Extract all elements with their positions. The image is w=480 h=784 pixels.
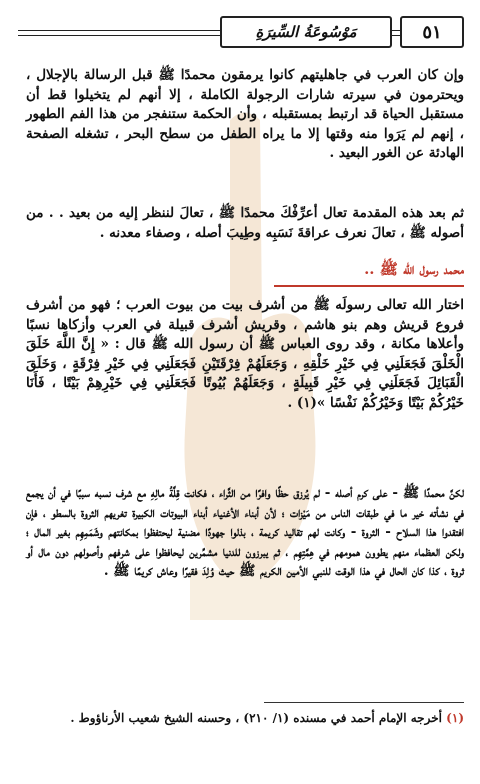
paragraph-4: لكنَّ محمدًا ﷺ - على كرم أصله - لم يُرزق حظًا وافرًا من الثَّراء ، فكانت قِلَّةُ مالِهِ مع شرف نسبه سببًا في أن يجمع في نشأته خير ما في طبقات الناس من مَيْزات ؛ لأن أبناء الأغنياء أبناء البيوتات الكبيرة تغريهم الثروة بالسطو ، فإن افتقدوا هذا السلاح - الثروة - وكانت لهم تقاليد كريمة ، بذلوا جهودًا مضنية ليحتفظوا بمكانتهم وشَمَمِهِم بغير المال ؛ ولكن العظماء منهم يطوون همومهم في هِمَّتِهِم ، ثم يبرزون للدنيا مشمِّرين ليحافظوا على شرفهم وأصولهم دون مال أو ثروة ، كذا كان الحال في هذا الوقت للنبي الأمين الكريم ﷺ حيث وُلِدَ فقيرًا وعاش كريمًا ﷺ . xyxy=(26,485,464,579)
section-heading: محمد رسول الله ﷺ .. xyxy=(364,260,464,278)
page-header xyxy=(18,14,464,48)
heading-underline xyxy=(274,285,464,287)
footnote-rule xyxy=(264,702,464,703)
page-number: ٥١ xyxy=(400,16,464,48)
paragraph-3: اختار الله تعالى رسولَه ﷺ من أشرف بيت من بيوت العرب ؛ فهو من أشرف فروع قريش وهم بنو هاشم ، وقريش أشرف قبيلة في العرب وأزكاها نسبًا وأعلاها مكانة ، وقد روى العباس ﷺ أن رسول الله ﷺ قال : « إِنَّ اللَّهَ خَلَقَ الْخَلْقَ فَجَعَلَنِي فِي خَيْرِ خَلْقِهِ ، وَجَعَلَهُمْ فِرْقَتَيْنِ فَجَعَلَنِي فِي خَيْرِ فِرْقَةٍ ، وَخَلَقَ الْقَبَائِلَ فَجَعَلَنِي فِي خَيْرِ قَبِيلَةٍ ، وَجَعَلَهُمْ بُيُوتًا فَجَعَلَنِي فِي خَيْرِهِمْ بَيْتًا ، فَأَنَا خَيْرُكُمْ بَيْتًا وَخَيْرُكُمْ نَفْسًا »(١) . xyxy=(26,297,464,411)
footnote xyxy=(26,710,464,727)
book-title: مَوْسُوعَةُ السِّيرَةِ xyxy=(220,16,392,48)
paragraph-1: وإن كان العرب في جاهليتهم كانوا يرمقون محمدًا ﷺ قبل الرسالة بالإجلال ، ويحترمون في سيرته شارات الرجولة الكاملة ، إلا أنهم لم يتخيلوا قط أن مستقبل الحياة قد ارتبط بمستقبله ، وأن الحكمة ستنفجر من هذا الفم الطهور ، إنهم لم يَرَوا منه وقتها إلا ما يراه الطفل من سطح البحر ، تشغله الصفحة الهادئة عن الغور البعيد . xyxy=(26,67,464,161)
footnote-text: أخرجه الإمام أحمد في مسنده (١/ ٢١٠) ، وحسنه الشيخ شعيب الأرناؤوط . xyxy=(70,711,442,725)
paragraph-2: ثم بعد هذه المقدمة تعال أعرِّفْكَ محمدًا ﷺ ، تعالَ لننظر إليه من بعيد . . من أصوله ﷺ ، تعالَ نعرف عراقةَ نَسَبِه وطِيبَ أصله ، وصفاء معدنه . xyxy=(26,205,464,241)
footnote-marker: (١) xyxy=(446,711,464,725)
